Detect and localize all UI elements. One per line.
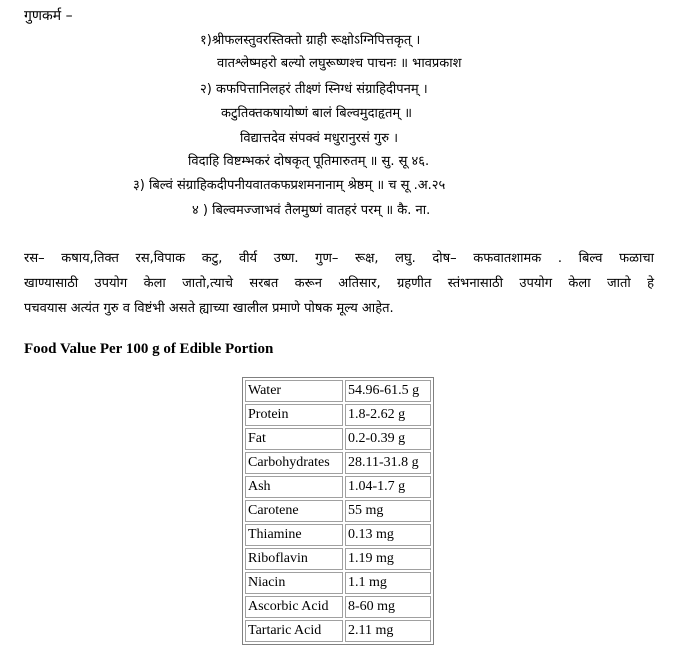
table-row bbox=[245, 500, 431, 522]
nutrient-name: Fat bbox=[245, 428, 343, 450]
table-row bbox=[245, 380, 431, 402]
verse-line-8: ४ ) बिल्वमज्जाभवं तैलमुष्णं वातहरं परम् ॥ कै. ना. bbox=[192, 203, 431, 218]
table-row bbox=[245, 548, 431, 570]
table-row bbox=[245, 596, 431, 618]
nutrient-value: 0.2-0.39 g bbox=[345, 428, 431, 450]
verse-line-5: विद्यात्तदेव संपक्वं मधुरानुरसं गुरु । bbox=[240, 131, 399, 146]
nutrient-value: 54.96-61.5 g bbox=[345, 380, 431, 402]
nutrient-name: Protein bbox=[245, 404, 343, 426]
nutrient-name: Water bbox=[245, 380, 343, 402]
verse-line-2: वातश्लेष्महरो बल्यो लघुरूष्णश्च पाचनः ॥ भावप्रकाश bbox=[217, 56, 462, 71]
nutrient-value: 0.13 mg bbox=[345, 524, 431, 546]
nutrient-value: 1.04-1.7 g bbox=[345, 476, 431, 498]
nutrient-value: 28.11-31.8 g bbox=[345, 452, 431, 474]
table-row bbox=[245, 404, 431, 426]
nutrient-value: 1.1 mg bbox=[345, 572, 431, 594]
paragraph-line-1: रस– कषाय,तिक्त रस,विपाक कटु, वीर्य उष्ण. गुण– रूक्ष, लघु. दोष– कफवातशामक . बिल्व फळाचा bbox=[24, 251, 654, 266]
table-row bbox=[245, 620, 431, 642]
nutrient-name: Tartaric Acid bbox=[245, 620, 343, 642]
food-value-table bbox=[242, 377, 434, 645]
nutrient-value: 2.11 mg bbox=[345, 620, 431, 642]
nutrient-value: 1.19 mg bbox=[345, 548, 431, 570]
paragraph-line-2: खाण्यासाठी उपयोग केला जातो,त्याचे सरबत करून अतिसार, ग्रहणीत स्तंभनासाठी उपयोग केला जातो हे bbox=[24, 276, 654, 291]
table-row bbox=[245, 572, 431, 594]
nutrient-name: Carbohydrates bbox=[245, 452, 343, 474]
nutrient-value: 55 mg bbox=[345, 500, 431, 522]
verse-line-7: ३) बिल्वं संग्राहिकदीपनीयवातकफप्रशमनानाम् श्रेष्ठम् ॥ च सू .अ.२५ bbox=[133, 178, 446, 193]
nutrient-name: Riboflavin bbox=[245, 548, 343, 570]
verse-line-4: कटुतिक्तकषायोष्णं बालं बिल्वमुदाहृतम् ॥ bbox=[221, 106, 413, 121]
verse-line-1: १)श्रीफलस्तुवरस्तिक्तो ग्राही रूक्षोऽग्निपित्तकृत् । bbox=[200, 33, 421, 48]
nutrient-name: Ascorbic Acid bbox=[245, 596, 343, 618]
section-heading: गुणकर्म – bbox=[24, 8, 73, 24]
verse-line-3: २) कफपित्तानिलहरं तीक्ष्णं स्निग्धं संग्राहिदीपनम् । bbox=[200, 82, 428, 97]
nutrient-name: Carotene bbox=[245, 500, 343, 522]
nutrient-name: Niacin bbox=[245, 572, 343, 594]
nutrient-name: Ash bbox=[245, 476, 343, 498]
food-value-title: Food Value Per 100 g of Edible Portion bbox=[24, 341, 274, 357]
nutrient-value: 1.8-2.62 g bbox=[345, 404, 431, 426]
table-row bbox=[245, 476, 431, 498]
paragraph-line-3: पचवयास अत्यंत गुरु व विष्टंभी असते ह्याच्या खालील प्रमाणे पोषक मूल्य आहेत. bbox=[24, 301, 394, 316]
nutrient-value: 8-60 mg bbox=[345, 596, 431, 618]
table-row bbox=[245, 452, 431, 474]
verse-line-6: विदाहि विष्टम्भकरं दोषकृत् पूतिमारुतम् ॥ सु. सू ४६. bbox=[188, 154, 430, 169]
table-row bbox=[245, 524, 431, 546]
description-paragraph bbox=[24, 246, 654, 321]
nutrient-name: Thiamine bbox=[245, 524, 343, 546]
table-row bbox=[245, 428, 431, 450]
